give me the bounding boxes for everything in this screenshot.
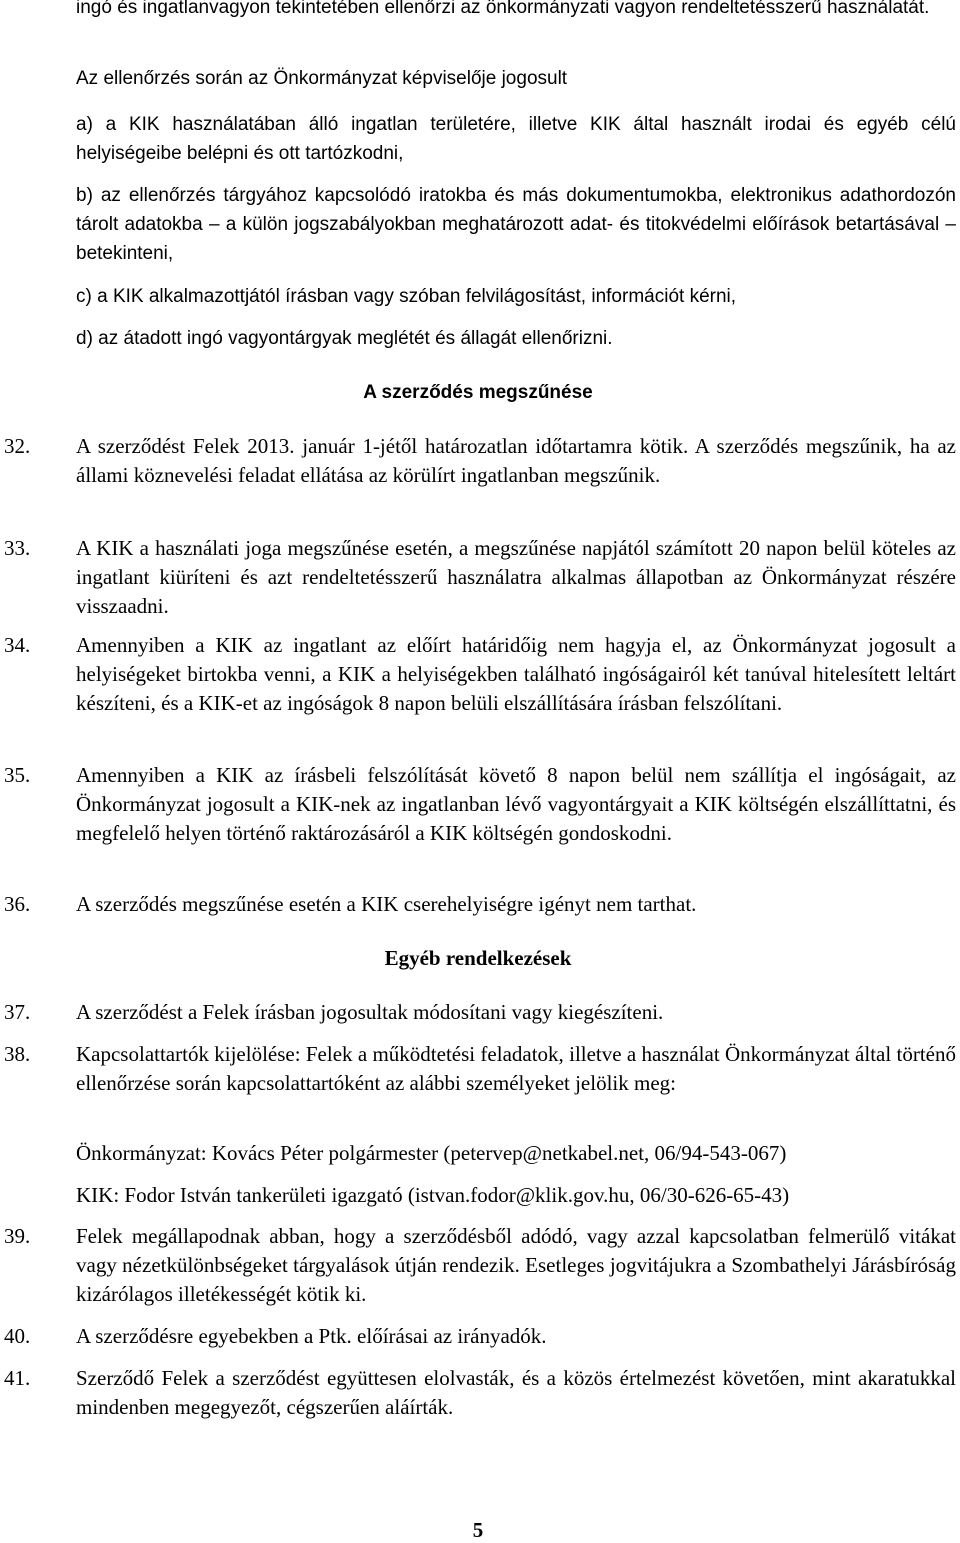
item-text: Szerződő Felek a szerződést együttesen elolvasták, és a közös értelmezést követően, mint akaratukkal mindenben megegyezőt, cégszerűen aláírták. xyxy=(76,1366,956,1419)
item-text: A szerződést a Felek írásban jogosultak módosítani vagy kiegészíteni. xyxy=(76,1000,664,1024)
item-number: 40. xyxy=(4,1324,31,1348)
item-number: 37. xyxy=(4,1000,31,1024)
item-number: 35. xyxy=(4,763,31,787)
item-text: Kapcsolattartók kijelölése: Felek a működtetési feladatok, illetve a használat Önkormányzat által történő ellenőrzése során kapcsolattartóként az alábbi személyeket jelölik meg: xyxy=(76,1042,956,1095)
item-text: Amennyiben a KIK az írásbeli felszólítását követő 8 napon belül nem szállítja el ingóságait, az Önkormányzat jogosult a KIK-nek az ingatlanban lévő vagyontárgyait a KIK költségén elszállíttatni, és megfelelő helyen történő raktározásáról a KIK költségén gondoskodni. xyxy=(76,763,956,845)
section-heading-other-provisions: Egyéb rendelkezések xyxy=(384,946,572,970)
contact-kik: KIK: Fodor István tankerületi igazgató (istvan.fodor@klik.gov.hu, 06/30-626-65-43) xyxy=(76,1183,790,1207)
item-text: A szerződés megszűnése esetén a KIK cserehelyiségre igényt nem tarthat. xyxy=(76,892,697,916)
clause-b: b) az ellenőrzés tárgyához kapcsolódó iratokba és más dokumentumokba, elektronikus adathordozón tárolt adatokba – a külön jogszabályokban meghatározott adat- és titokvédelmi előírások betartásával – betekinteni, xyxy=(76,185,956,264)
item-text: A szerződést Felek 2013. január 1-jétől határozatlan időtartamra kötik. A szerződés megszűnik, ha az állami köznevelési feladat ellátása az körülírt ingatlanban megszűnik. xyxy=(76,434,956,487)
item-text: A KIK a használati joga megszűnése esetén, a megszűnése napjától számított 20 napon belül köteles az ingatlant kiüríteni és azt rendeltetésszerű használatra alkalmas állapotban az Önkormányzat részére visszaadni. xyxy=(76,536,956,618)
item-text: Amennyiben a KIK az ingatlant az előírt határidőig nem hagyja el, az Önkormányzat jogosult a helyiségeket birtokba venni, a KIK a helyiségekben található ingóságairól két tanúval hitelesített leltárt készíteni, és a KIK-et az ingóságok 8 napon belüli elszállítására írásban felszólítani. xyxy=(76,633,956,715)
clause-d: d) az átadott ingó vagyontárgyak meglétét és állagát ellenőrizni. xyxy=(76,328,613,349)
item-number: 41. xyxy=(4,1366,31,1390)
item-text: Felek megállapodnak abban, hogy a szerződésből adódó, vagy azzal kapcsolatban felmerülő vitákat vagy nézetkülönbségeket tárgyalások útján rendezik. Esetleges jogvitájukra a Szombathelyi Járásbíróság kizárólagos illetékességét kötik ki. xyxy=(76,1224,956,1306)
contact-municipality: Önkormányzat: Kovács Péter polgármester (petervep@netkabel.net, 06/94-543-067) xyxy=(76,1141,787,1165)
item-number: 36. xyxy=(4,892,31,916)
clause-c: c) a KIK alkalmazottjától írásban vagy szóban felvilágosítást, információt kérni, xyxy=(76,286,737,307)
item-number: 39. xyxy=(4,1224,31,1248)
item-text: A szerződésre egyebekben a Ptk. előírásai az irányadók. xyxy=(76,1324,547,1348)
intro-continuation: ingó és ingatlanvagyon tekintetében ellenőrzi az önkormányzati vagyon rendeltetésszerű használatát. xyxy=(76,0,930,18)
intro-lead: Az ellenőrzés során az Önkormányzat képviselője jogosult xyxy=(76,68,568,89)
item-number: 38. xyxy=(4,1042,31,1066)
section-heading-termination: A szerződés megszűnése xyxy=(363,382,593,403)
item-number: 33. xyxy=(4,536,31,560)
item-number: 34. xyxy=(4,633,31,657)
clause-a: a) a KIK használatában álló ingatlan területére, illetve KIK által használt irodai és egyéb célú helyiségeibe belépni és ott tartózkodni, xyxy=(76,114,956,164)
page-number: 5 xyxy=(472,1518,484,1542)
item-number: 32. xyxy=(4,434,31,458)
